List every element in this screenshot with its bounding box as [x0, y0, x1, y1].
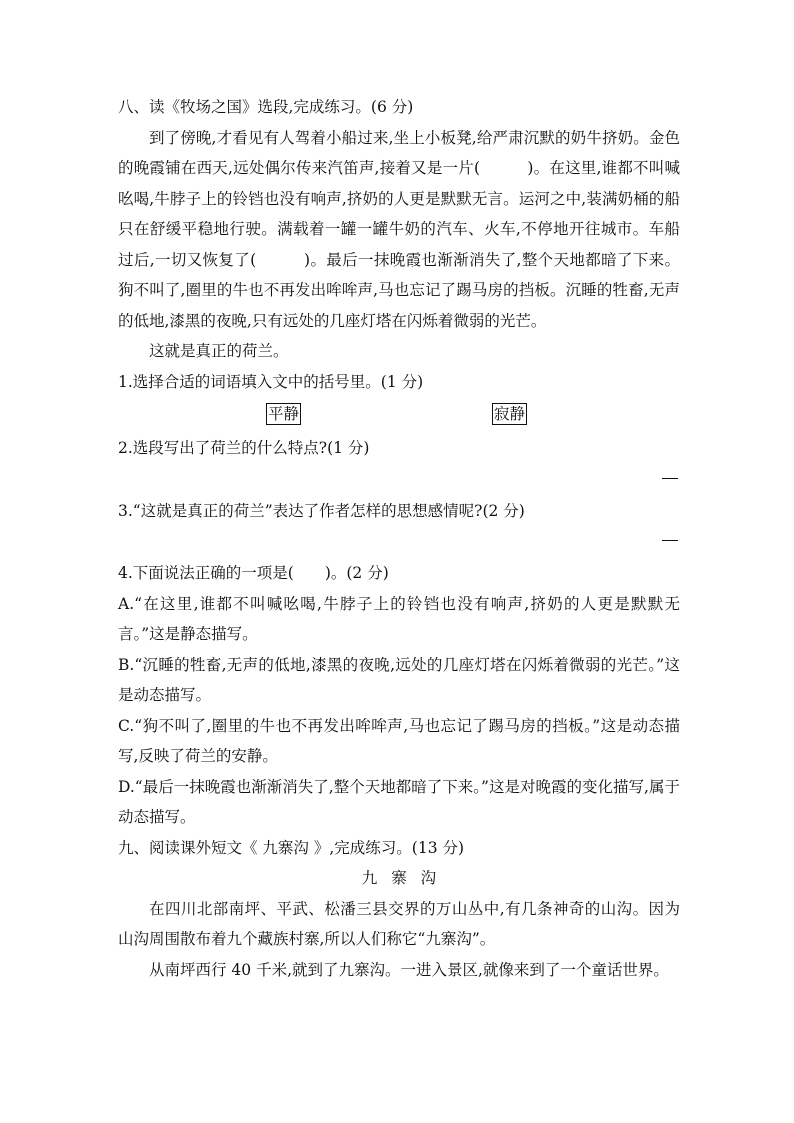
question-2: 2.选段写出了荷兰的什么特点?(1 分) — [118, 439, 370, 457]
section9-heading: 九、阅读课外短文《 九寨沟 》,完成练习。(13 分) — [118, 838, 465, 857]
option-d: D.“最后一抹晚霞也渐渐消失了,整个天地都暗了下来。”这是对晚霞的变化描写,属于动态描写。 — [118, 777, 680, 826]
word-choice-2: 寂静 — [494, 405, 526, 423]
answer-line-q2[interactable] — [118, 464, 680, 496]
answer-line-q3[interactable] — [118, 526, 680, 558]
section8-heading: 八、读《牧场之国》选段,完成练习。(6 分) — [118, 98, 414, 116]
option-b: B.“沉睡的牲畜,无声的低地,漆黑的夜晚,远处的几座灯塔在闪烁着微弱的光芒。”这是动态描写。 — [118, 655, 680, 704]
answer-underline — [662, 478, 678, 479]
question-3: 3.“这就是真正的荷兰”表达了作者怎样的思想感情呢?(2 分) — [118, 501, 525, 520]
answer-underline — [662, 540, 678, 541]
word-choice-row — [118, 397, 680, 433]
option-a: A.“在这里,谁都不叫喊吆喝,牛脖子上的铃铛也没有响声,挤奶的人更是默默无言。”这是静态描写。 — [118, 594, 680, 643]
word-choice-1: 平静 — [268, 405, 300, 423]
section8-passage-paragraph-2: 这就是真正的荷兰。 — [149, 342, 289, 360]
question-4: 4.下面说法正确的一项是( )。(2 分) — [118, 564, 389, 582]
section8-passage-paragraph-1: 到了傍晚,才看见有人驾着小船过来,坐上小板凳,给严肃沉默的奶牛挤奶。金色的晚霞铺在西天,远处偶尔传来汽笛声,接着又是一片( )。在这里,谁都不叫喊吆喝,牛脖子上的铃铛也没有响声,挤奶的人更是默默无言。运河之中,装满奶桶的船只在舒缓平稳地行驶。满载着一罐一罐牛奶的汽车、火车,不停地开往城市。车船过后,一切又恢复了( )。最后一抹晚霞也渐渐消失了,整个天地都暗了下来。狗不叫了,圈里的牛也不再发出哞哞声,马也忘记了踢马房的挡板。沉睡的牲畜,无声的低地,漆黑的夜晚,只有远处的几座灯塔在闪烁着微弱的光芒。 — [118, 128, 680, 330]
section9-paragraph-2: 从南坪西行 40 千米,就到了九寨沟。一进入景区,就像来到了一个童话世界。 — [149, 960, 669, 979]
option-c: C.“狗不叫了,圈里的牛也不再发出哞哞声,马也忘记了踢马房的挡板。”这是动态描写,反映了荷兰的安静。 — [118, 716, 680, 765]
article-title: 九寨沟 — [361, 869, 451, 887]
question-1: 1.选择合适的词语填入文中的括号里。(1 分) — [118, 372, 424, 391]
section9-paragraph-1: 在四川北部南坪、平武、松潘三县交界的万山丛中,有几条神奇的山沟。因为山沟周围散布着九个藏族村寨,所以人们称它“九寨沟”。 — [118, 899, 680, 948]
worksheet-page — [118, 92, 680, 985]
